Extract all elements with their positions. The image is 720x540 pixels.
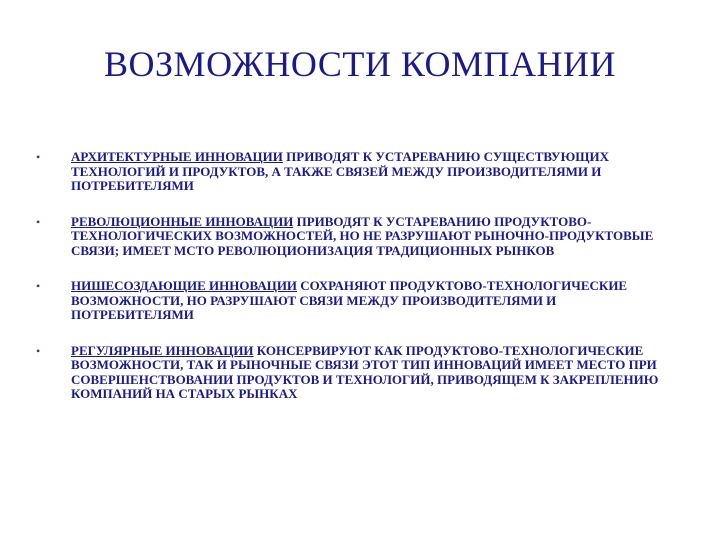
bullet-dot-icon: • <box>36 279 41 293</box>
bullet-term: НИШЕСОЗДАЮЩИЕ ИННОВАЦИИ <box>71 278 298 293</box>
slide-title: ВОЗМОЖНОСТИ КОМПАНИИ <box>104 44 616 84</box>
bullet-text: КОНСЕРВИРУЮТ КАК ПРОДУКТОВО-ТЕХНОЛОГИЧЕСКИЕ ВОЗМОЖНОСТИ, ТАК И РЫНОЧНЫЕ СВЯЗИ ЭТОТ ТИП ИННОВАЦИЙ ИМЕЕТ МЕСТО ПРИ СОВЕРШЕНСТВОВАНИИ ПРОДУКТОВ И ТЕХНОЛОГИЙ, ПРИВОДЯЩЕМ К ЗАКРЕПЛЕНИЮ КОМПАНИЙ НА СТАРЫХ РЫНКАХ <box>71 342 659 401</box>
bullet-dot-icon: • <box>36 343 41 358</box>
bullet-item-architectural <box>36 150 676 194</box>
bullet-term: РЕВОЛЮЦИОННЫЕ ИННОВАЦИИ <box>71 213 294 229</box>
bullet-term: АРХИТЕКТУРНЫЕ ИННОВАЦИИ <box>71 149 283 164</box>
bullet-text: СОХРАНЯЮТ ПРОДУКТОВО-ТЕХНОЛОГИЧЕСКИЕ ВОЗМОЖНОСТИ, НО РАЗРУШАЮТ СВЯЗИ МЕЖДУ ПРОИЗВОДИТЕЛЯМИ И ПОТРЕБИТЕЛЯМИ <box>71 278 628 322</box>
bullet-term: РЕГУЛЯРНЫЕ ИННОВАЦИИ <box>71 342 254 358</box>
bullet-text: ПРИВОДЯТ К УСТАРЕВАНИЮ ПРОДУКТОВО-ТЕХНОЛОГИЧЕСКИХ ВОЗМОЖНОСТЕЙ, НО НЕ РАЗРУШАЮТ РЫНОЧНО-ПРОДУКТОВЫЕ СВЯЗИ; ИМЕЕТ МСТО РЕВОЛЮЦИОНИЗАЦИЯ ТРАДИЦИОННЫХ РЫНКОВ <box>71 213 654 258</box>
bullet-dot-icon: • <box>36 214 41 229</box>
bullet-item-regular <box>36 344 676 402</box>
bullet-item-niche <box>36 279 676 323</box>
bullet-item-revolutionary <box>36 215 676 259</box>
bullet-text: ПРИВОДЯТ К УСТАРЕВАНИЮ СУЩЕСТВУЮЩИХ ТЕХНОЛОГИЙ И ПРОДУКТОВ, А ТАКЖЕ СВЯЗЕЙ МЕЖДУ ПРОИЗВОДИТЕЛЯМИ И ПОТРЕБИТЕЛЯМИ <box>71 149 610 193</box>
bullet-dot-icon: • <box>36 150 41 164</box>
bullet-list <box>36 150 676 423</box>
